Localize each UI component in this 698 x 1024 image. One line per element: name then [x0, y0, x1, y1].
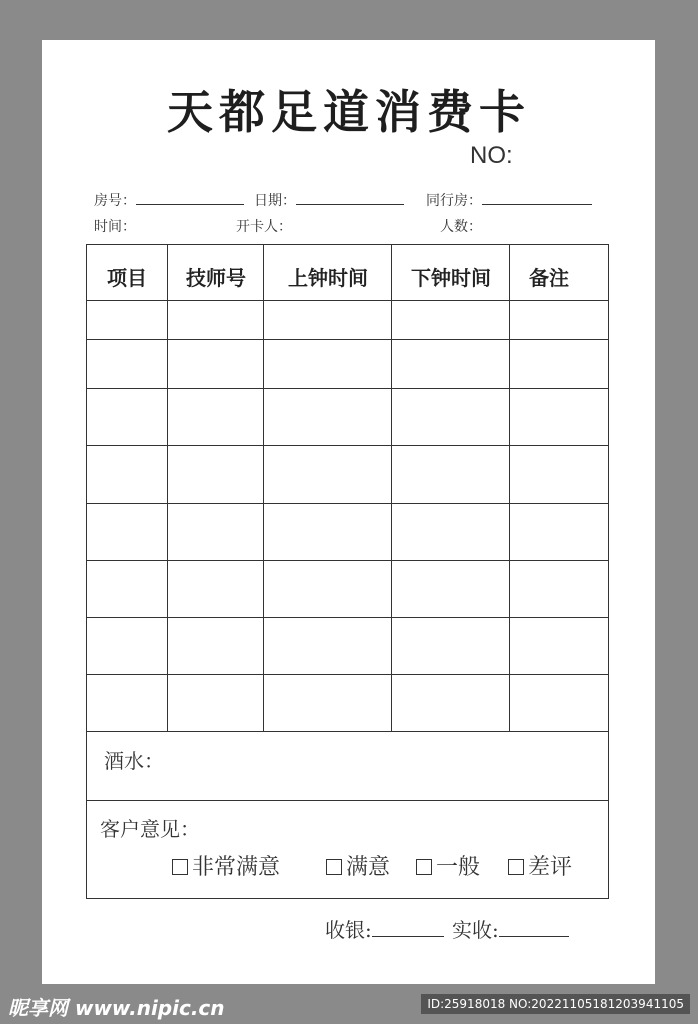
column-divider	[391, 244, 392, 732]
cashier-field	[325, 914, 444, 943]
checkbox-icon	[416, 859, 432, 875]
time-label: 时间：	[94, 219, 136, 235]
feedback-label: 客户意见：	[100, 817, 200, 841]
received-line	[499, 935, 569, 937]
card-title: 天都足道消费卡	[167, 85, 531, 139]
option-average	[416, 850, 480, 881]
option-poor	[508, 850, 572, 881]
date-line	[296, 203, 404, 205]
site-watermark: 昵享网 www.nipic.cn	[8, 996, 225, 1020]
companion-room-field	[426, 190, 592, 210]
row-divider	[86, 388, 609, 389]
cashier-label: 收银:	[325, 918, 372, 942]
received-field	[452, 914, 569, 943]
opener-label: 开卡人：	[236, 219, 292, 235]
serial-number-label: NO:	[470, 142, 513, 169]
column-divider	[263, 244, 264, 732]
option-satisfied	[326, 850, 390, 881]
date-label: 日期：	[254, 193, 296, 209]
date-field	[254, 190, 404, 210]
room-line	[136, 203, 244, 205]
column-divider	[509, 244, 510, 732]
header-end-time: 下钟时间	[411, 266, 491, 290]
option-very-satisfied-label: 非常满意	[192, 855, 281, 880]
companion-room-label: 同行房：	[426, 193, 482, 209]
header-notes: 备注	[529, 266, 569, 290]
row-divider	[86, 560, 609, 561]
header-start-time: 上钟时间	[288, 266, 368, 290]
row-divider	[86, 731, 609, 732]
option-average-label: 一般	[436, 855, 481, 880]
row-divider	[86, 339, 609, 340]
row-divider	[86, 617, 609, 618]
row-divider	[86, 300, 609, 301]
people-label: 人数：	[440, 219, 482, 235]
row-divider	[86, 445, 609, 446]
option-very-satisfied	[172, 850, 280, 881]
header-item: 项目	[107, 266, 147, 290]
drinks-label: 酒水：	[104, 749, 164, 773]
received-label: 实收:	[452, 918, 499, 942]
image-id-watermark: ID:25918018 NO:20221105181203941105	[421, 994, 690, 1014]
companion-room-line	[482, 203, 592, 205]
option-poor-label: 差评	[528, 855, 573, 880]
row-divider	[86, 503, 609, 504]
row-divider	[86, 674, 609, 675]
column-divider	[167, 244, 168, 732]
checkbox-icon	[326, 859, 342, 875]
checkbox-icon	[508, 859, 524, 875]
row-divider	[86, 800, 609, 801]
checkbox-icon	[172, 859, 188, 875]
cashier-line	[372, 935, 444, 937]
room-field	[94, 190, 244, 210]
option-satisfied-label: 满意	[346, 855, 391, 880]
room-label: 房号：	[94, 193, 136, 209]
header-technician-no: 技师号	[186, 266, 246, 290]
